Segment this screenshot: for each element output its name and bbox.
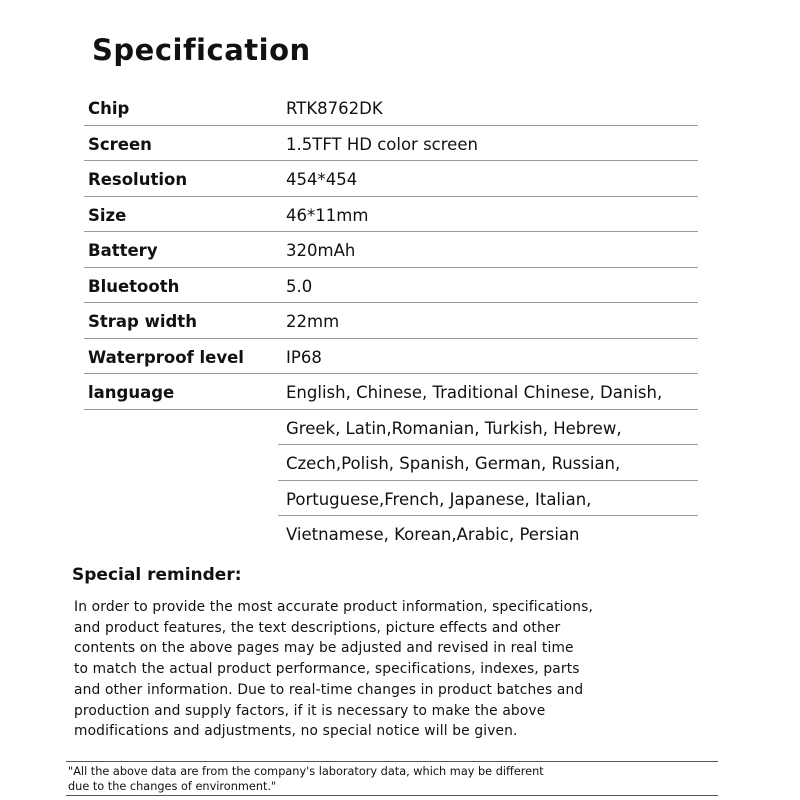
spec-label: Size bbox=[88, 205, 127, 225]
reminder-line: and other information. Due to real-time changes in product batches and bbox=[74, 681, 584, 698]
spec-row-size bbox=[84, 197, 698, 233]
spec-value: 5.0 bbox=[286, 276, 313, 296]
reminder-line: In order to provide the most accurate product information, specifications, bbox=[74, 599, 594, 615]
language-continued-row bbox=[278, 481, 698, 517]
spec-value: Portuguese,French, Japanese, Italian, bbox=[286, 489, 592, 509]
spec-value: English, Chinese, Traditional Chinese, Danish, bbox=[286, 383, 663, 402]
spec-row-battery bbox=[84, 232, 698, 268]
language-continued-row bbox=[278, 516, 698, 551]
spec-value: 22mm bbox=[286, 312, 340, 331]
spec-row-strap-width bbox=[84, 303, 698, 339]
spec-row-chip bbox=[84, 90, 698, 126]
spec-label: Bluetooth bbox=[88, 276, 180, 296]
spec-label: Battery bbox=[88, 241, 158, 260]
spec-row-waterproof-level bbox=[84, 339, 698, 375]
spec-table bbox=[84, 90, 698, 551]
reminder-paragraph bbox=[74, 597, 754, 742]
footnote-line: due to the changes of environment." bbox=[68, 779, 277, 793]
spec-value: 1.5TFT HD color screen bbox=[286, 134, 478, 154]
spec-row-bluetooth bbox=[84, 268, 698, 304]
spec-label: Strap width bbox=[88, 312, 197, 331]
footnote-bottom-divider bbox=[66, 795, 718, 796]
spec-value: RTK8762DK bbox=[286, 99, 383, 118]
reminder-line: and product features, the text descriptions, picture effects and other bbox=[74, 619, 561, 636]
spec-value: 320mAh bbox=[286, 241, 356, 260]
reminder-title: Special reminder: bbox=[72, 565, 242, 585]
page-title: Specification bbox=[92, 33, 311, 67]
language-continued-row bbox=[278, 410, 698, 446]
spec-value: Czech,Polish, Spanish, German, Russian, bbox=[286, 454, 621, 473]
spec-row-resolution bbox=[84, 161, 698, 197]
footnote-line: "All the above data are from the company's laboratory data, which may be different bbox=[68, 765, 544, 778]
footnote bbox=[68, 765, 718, 794]
spec-label: Chip bbox=[88, 99, 130, 118]
spec-value: IP68 bbox=[286, 347, 322, 367]
spec-label: Resolution bbox=[88, 170, 188, 189]
spec-row-language bbox=[84, 374, 698, 410]
language-continued-row bbox=[278, 445, 698, 481]
spec-value: 454*454 bbox=[286, 170, 358, 189]
spec-label: Screen bbox=[88, 134, 152, 154]
spec-value: Greek, Latin,Romanian, Turkish, Hebrew, bbox=[286, 418, 622, 438]
reminder-line: production and supply factors, if it is necessary to make the above bbox=[74, 702, 546, 719]
spec-value: 46*11mm bbox=[286, 205, 369, 225]
spec-value: Vietnamese, Korean,Arabic, Persian bbox=[286, 525, 580, 544]
reminder-line: contents on the above pages may be adjusted and revised in real time bbox=[74, 640, 574, 657]
footnote-top-divider bbox=[66, 761, 718, 762]
spec-label: Waterproof level bbox=[88, 347, 244, 367]
reminder-line: to match the actual product performance, specifications, indexes, parts bbox=[74, 661, 580, 678]
reminder-line: modifications and adjustments, no special notice will be given. bbox=[74, 723, 518, 740]
spec-label: language bbox=[88, 383, 175, 402]
spec-row-screen bbox=[84, 126, 698, 162]
